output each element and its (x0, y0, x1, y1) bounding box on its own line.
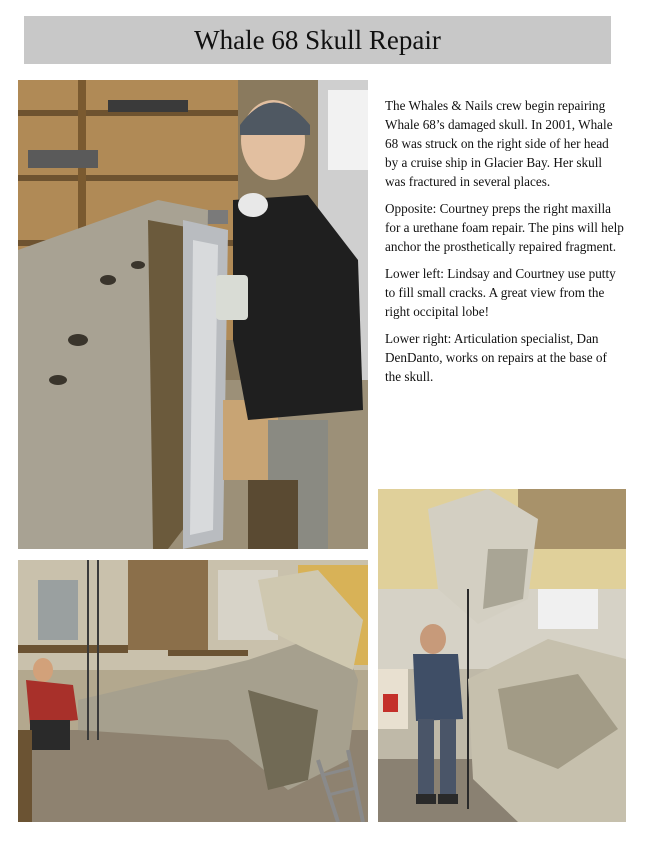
photo-courtney-maxilla (18, 80, 368, 549)
paragraph-opposite: Opposite: Courtney preps the right maxilla for a urethane foam repair. The pins will help anchor the prosthetically repaired fragment. (385, 201, 624, 254)
photo-lindsay-courtney-putty (18, 560, 368, 822)
description-text (385, 96, 625, 394)
page-title: Whale 68 Skull Repair (194, 24, 441, 55)
paragraph-intro: The Whales & Nails crew begin repairing Whale 68’s damaged skull. In 2001, Whale 68 was struck on the right side of her head by a cruise ship in Glacier Bay. Her skull was fractured in several places. (385, 98, 613, 189)
paragraph-lower-right: Lower right: Articulation specialist, Dan DenDanto, works on repairs at the base of the skull. (385, 331, 607, 384)
photo-dan-dendanto (378, 489, 626, 822)
paragraph-lower-left: Lower left: Lindsay and Courtney use putty to fill small cracks. A great view from the right occipital lobe! (385, 266, 616, 319)
title-bar (24, 16, 611, 64)
